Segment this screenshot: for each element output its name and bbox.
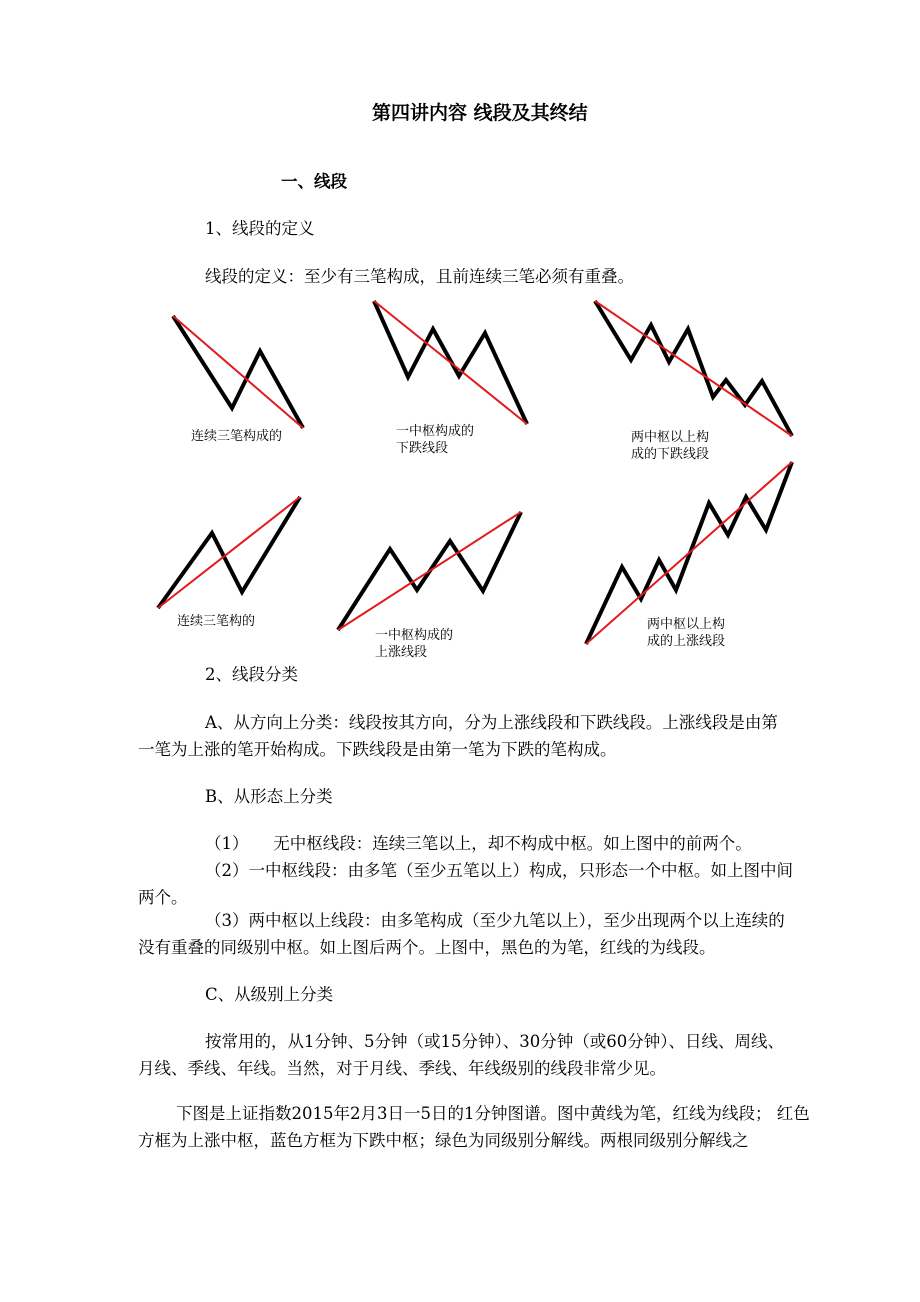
- subheading-classification: 2、线段分类: [205, 665, 298, 684]
- paragraph-line: （3）两中枢以上线段：由多笔构成（至少九笔以上），至少出现两个以上连续的: [205, 911, 785, 930]
- paragraph-line: 没有重叠的同级别中枢。如上图后两个。上图中，黑色的为笔，红线的为线段。: [138, 938, 716, 957]
- subheading-definition: 1、线段的定义: [205, 219, 315, 238]
- paragraph-line: 月线、季线、年线。当然，对于月线、季线、年线级别的线段非常少见。: [138, 1059, 666, 1078]
- paragraph-line: A、从方向上分类：线段按其方向，分为上涨线段和下跌线段。上涨线段是由第: [205, 713, 778, 732]
- caption-up-three-strokes: 连续三笔构的: [177, 614, 256, 629]
- paragraph-level: [138, 1028, 854, 1082]
- caption-down-one-pivot-line2: 下跌线段: [396, 441, 449, 456]
- caption-down-two-pivots-line2: 成的下跌线段: [631, 447, 710, 462]
- diagram-down-one-pivot: [374, 301, 527, 424]
- diagram-down-three-strokes: [173, 316, 303, 428]
- caption-up-two-pivots-line1: 两中枢以上构: [647, 617, 726, 632]
- paragraph-chart-intro: [138, 1100, 854, 1154]
- segment-line: [173, 316, 303, 428]
- paragraph-direction: [138, 709, 854, 763]
- segment-line: [374, 301, 527, 424]
- paragraph-line: 下图是上证指数2015年2月3日一5日的1分钟图谱。图中黄线为笔，红线为线段； 红色: [176, 1104, 810, 1123]
- segment-diagram: [0, 290, 920, 680]
- definition-text: 线段的定义：至少有三笔构成，且前连续三笔必须有重叠。: [205, 267, 634, 286]
- subheading-form: B、从形态上分类: [205, 787, 333, 806]
- caption-up-one-pivot-line2: 上涨线段: [375, 645, 428, 660]
- item-one-pivot: [138, 857, 854, 911]
- diagram-down-two-pivots: [595, 301, 792, 436]
- caption-down-two-pivots-line1: 两中枢以上构: [631, 430, 710, 445]
- paragraph-line: 两个。: [138, 888, 188, 907]
- item-two-pivots: [138, 907, 854, 961]
- caption-down-three-strokes: 连续三笔构成的: [191, 429, 283, 444]
- segment-line: [595, 301, 792, 436]
- caption-down-one-pivot-line1: 一中枢构成的: [396, 424, 475, 439]
- caption-up-two-pivots-line2: 成的上涨线段: [647, 634, 726, 649]
- paragraph-line: 按常用的，从1分钟、5分钟（或15分钟）、30分钟（或60分钟）、日线、周线、: [205, 1032, 784, 1051]
- page-title: 第四讲内容 线段及其终结: [372, 102, 588, 124]
- paragraph-line: 方框为上涨中枢，蓝色方框为下跌中枢；绿色为同级别分解线。两根同级别分解线之: [138, 1131, 749, 1150]
- diagram-up-three-strokes: [158, 497, 300, 608]
- paragraph-line: 一笔为上涨的笔开始构成。下跌线段是由第一笔为下跌的笔构成。: [138, 740, 617, 759]
- diagram-up-one-pivot: [338, 512, 521, 630]
- subheading-level: C、从级别上分类: [205, 985, 334, 1004]
- item-no-pivot: （1） 无中枢线段：连续三笔以上，却不构成中枢。如上图中的前两个。: [205, 834, 752, 853]
- paragraph-line: （2）一中枢线段：由多笔（至少五笔以上）构成，只形态一个中枢。如上图中间: [205, 861, 793, 880]
- segment-line: [158, 497, 300, 608]
- section-heading-segment: 一、线段: [281, 172, 347, 191]
- caption-up-one-pivot-line1: 一中枢构成的: [375, 628, 454, 643]
